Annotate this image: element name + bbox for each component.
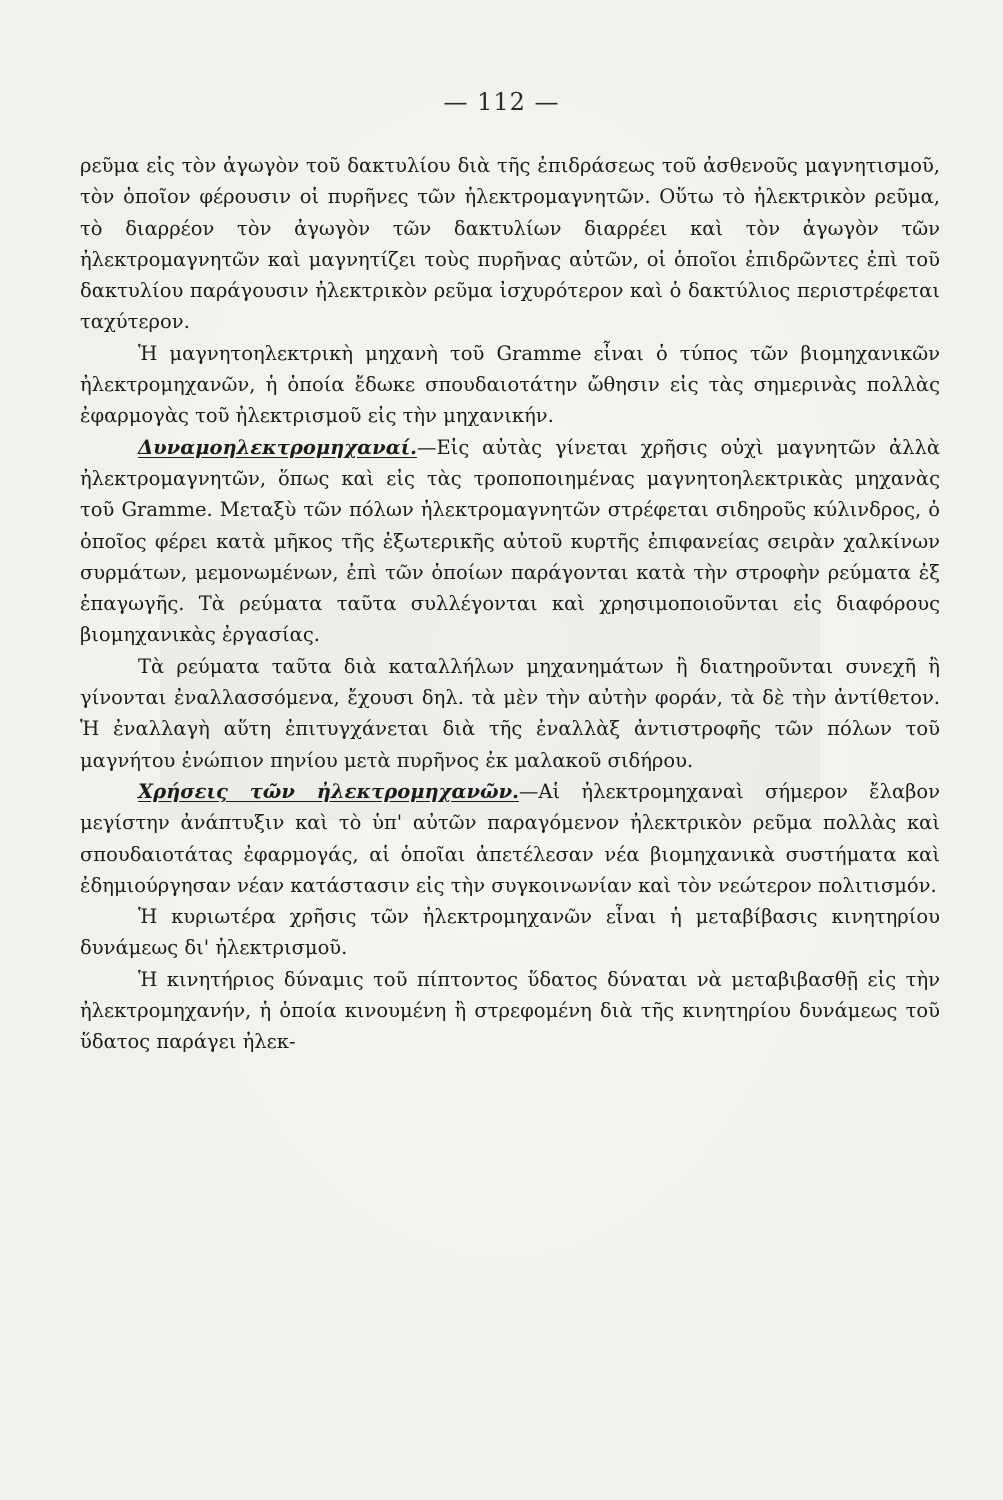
section-heading-uses: Χρήσεις τῶν ἠλεκτρομηχανῶν. (138, 779, 519, 803)
body-text (80, 150, 940, 1058)
section-heading-dynamo: Δυναμοηλεκτρομηχαναί. (138, 435, 417, 459)
page-number: — 112 — (443, 88, 560, 116)
paragraph-currents: Τὰ ρεύματα ταῦτα διὰ καταλλήλων μηχανημάτων ἢ διατηροῦνται συνεχῆ ἢ γίνονται ἐναλλασσόμενα, ἔχουσι δηλ. τὰ μὲν τὴν αὐτὴν φοράν, τὰ δὲ τὴν ἀντίθετον. Ἡ ἐναλλαγὴ αὕτη ἐπιτυγχάνεται διὰ τῆς ἐναλλὰξ ἀντιστροφῆς τῶν πόλων τοῦ μαγνήτου ἐνώπιον πηνίου μετὰ πυρῆνος ἐκ μαλακοῦ σιδήρου. (80, 654, 940, 772)
paragraph-dynamo-machines (80, 432, 940, 651)
paragraph-uses-text: —Αἱ ἠλεκτρομηχαναὶ σήμερον ἔλαβον μεγίστην ἀνάπτυξιν καὶ τὸ ὑπ' αὐτῶν παραγόμενον ἠλεκτρικὸν ρεῦμα πολλὰς καὶ σπουδαιοτάτας ἐφαρμογάς, αἱ ὁποῖαι ἀπετέλεσαν νέα βιομηχανικὰ συστήματα καὶ ἐδημιούργησαν νέαν κατάστασιν εἰς τὴν συγκοινωνίαν καὶ τὸν νεώτερον πολιτισμόν. (80, 779, 941, 897)
paragraph-water-power: Ἡ κινητήριος δύναμις τοῦ πίπτοντος ὕδατος δύναται νὰ μεταβιβασθῇ εἰς τὴν ἠλεκτρομηχανήν, ἡ ὁποία κινουμένη ἢ στρεφομένη διὰ τῆς κινητηρίου δυνάμεως τοῦ ὕδατος παράγει ἠλεκ- (80, 967, 940, 1054)
paragraph-gramme-machine: Ἡ μαγνητοηλεκτρικὴ μηχανὴ τοῦ Gramme εἶναι ὁ τύπος τῶν βιομηχανικῶν ἠλεκτρομηχανῶν, ἡ ὁποία ἔδωκε σπουδαιοτάτην ὤθησιν εἰς τὰς σημερινὰς πολλὰς ἐφαρμογὰς τοῦ ἠλεκτρισμοῦ εἰς τὴν μηχανικήν. (80, 341, 940, 428)
paragraph-continuation: ρεῦμα εἰς τὸν ἀγωγὸν τοῦ δακτυλίου διὰ τῆς ἐπιδράσεως τοῦ ἀσθενοῦς μαγνητισμοῦ, τὸν ὁποῖον φέρουσιν οἱ πυρῆνες τῶν ἠλεκτρομαγνητῶν. Οὕτω τὸ ἠλεκτρικὸν ρεῦμα, τὸ διαρρέον τὸν ἀγωγὸν τῶν δακτυλίων διαρρέει καὶ τὸν ἀγωγὸν τῶν ἠλεκτρομαγνητῶν καὶ μαγνητίζει τοὺς πυρῆνας αὐτῶν, οἱ ὁποῖοι ἐπιδρῶντες ἐπὶ τοῦ δακτυλίου παράγουσιν ἠλεκτρικὸν ρεῦμα ἰσχυρότερον καὶ ὁ δακτύλιος περιστρέφεται ταχύτερον. (80, 154, 940, 334)
paragraph-uses (80, 776, 940, 901)
paragraph-main-use: Ἡ κυριωτέρα χρῆσις τῶν ἠλεκτρομηχανῶν εἶναι ἡ μεταβίβασις κινητηρίου δυνάμεως δι' ἠλεκτρισμοῦ. (80, 905, 940, 960)
paragraph-dynamo-text: —Εἰς αὐτὰς γίνεται χρῆσις οὐχὶ μαγνητῶν ἀλλὰ ἠλεκτρομαγνητῶν, ὅπως καὶ εἰς τὰς τροποποιημένας μαγνητοηλεκτρικὰς μηχανὰς τοῦ Gramme. Μεταξὺ τῶν πόλων ἠλεκτρομαγνητῶν στρέφεται σιδηροῦς κύλινδρος, ὁ ὁποῖος φέρει κατὰ μῆκος τῆς ἐξωτερικῆς αὐτοῦ κυρτῆς ἐπιφανείας σειρὰν χαλκίνων συρμάτων, μεμονωμένων, ἐπὶ τῶν ὁποίων παράγονται κατὰ τὴν στροφὴν ρεύματα ἐξ ἐπαγωγῆς. Τὰ ρεύματα ταῦτα συλλέγονται καὶ χρησιμοποιοῦνται εἰς διαφόρους βιομηχανικὰς ἐργασίας. (80, 435, 940, 647)
